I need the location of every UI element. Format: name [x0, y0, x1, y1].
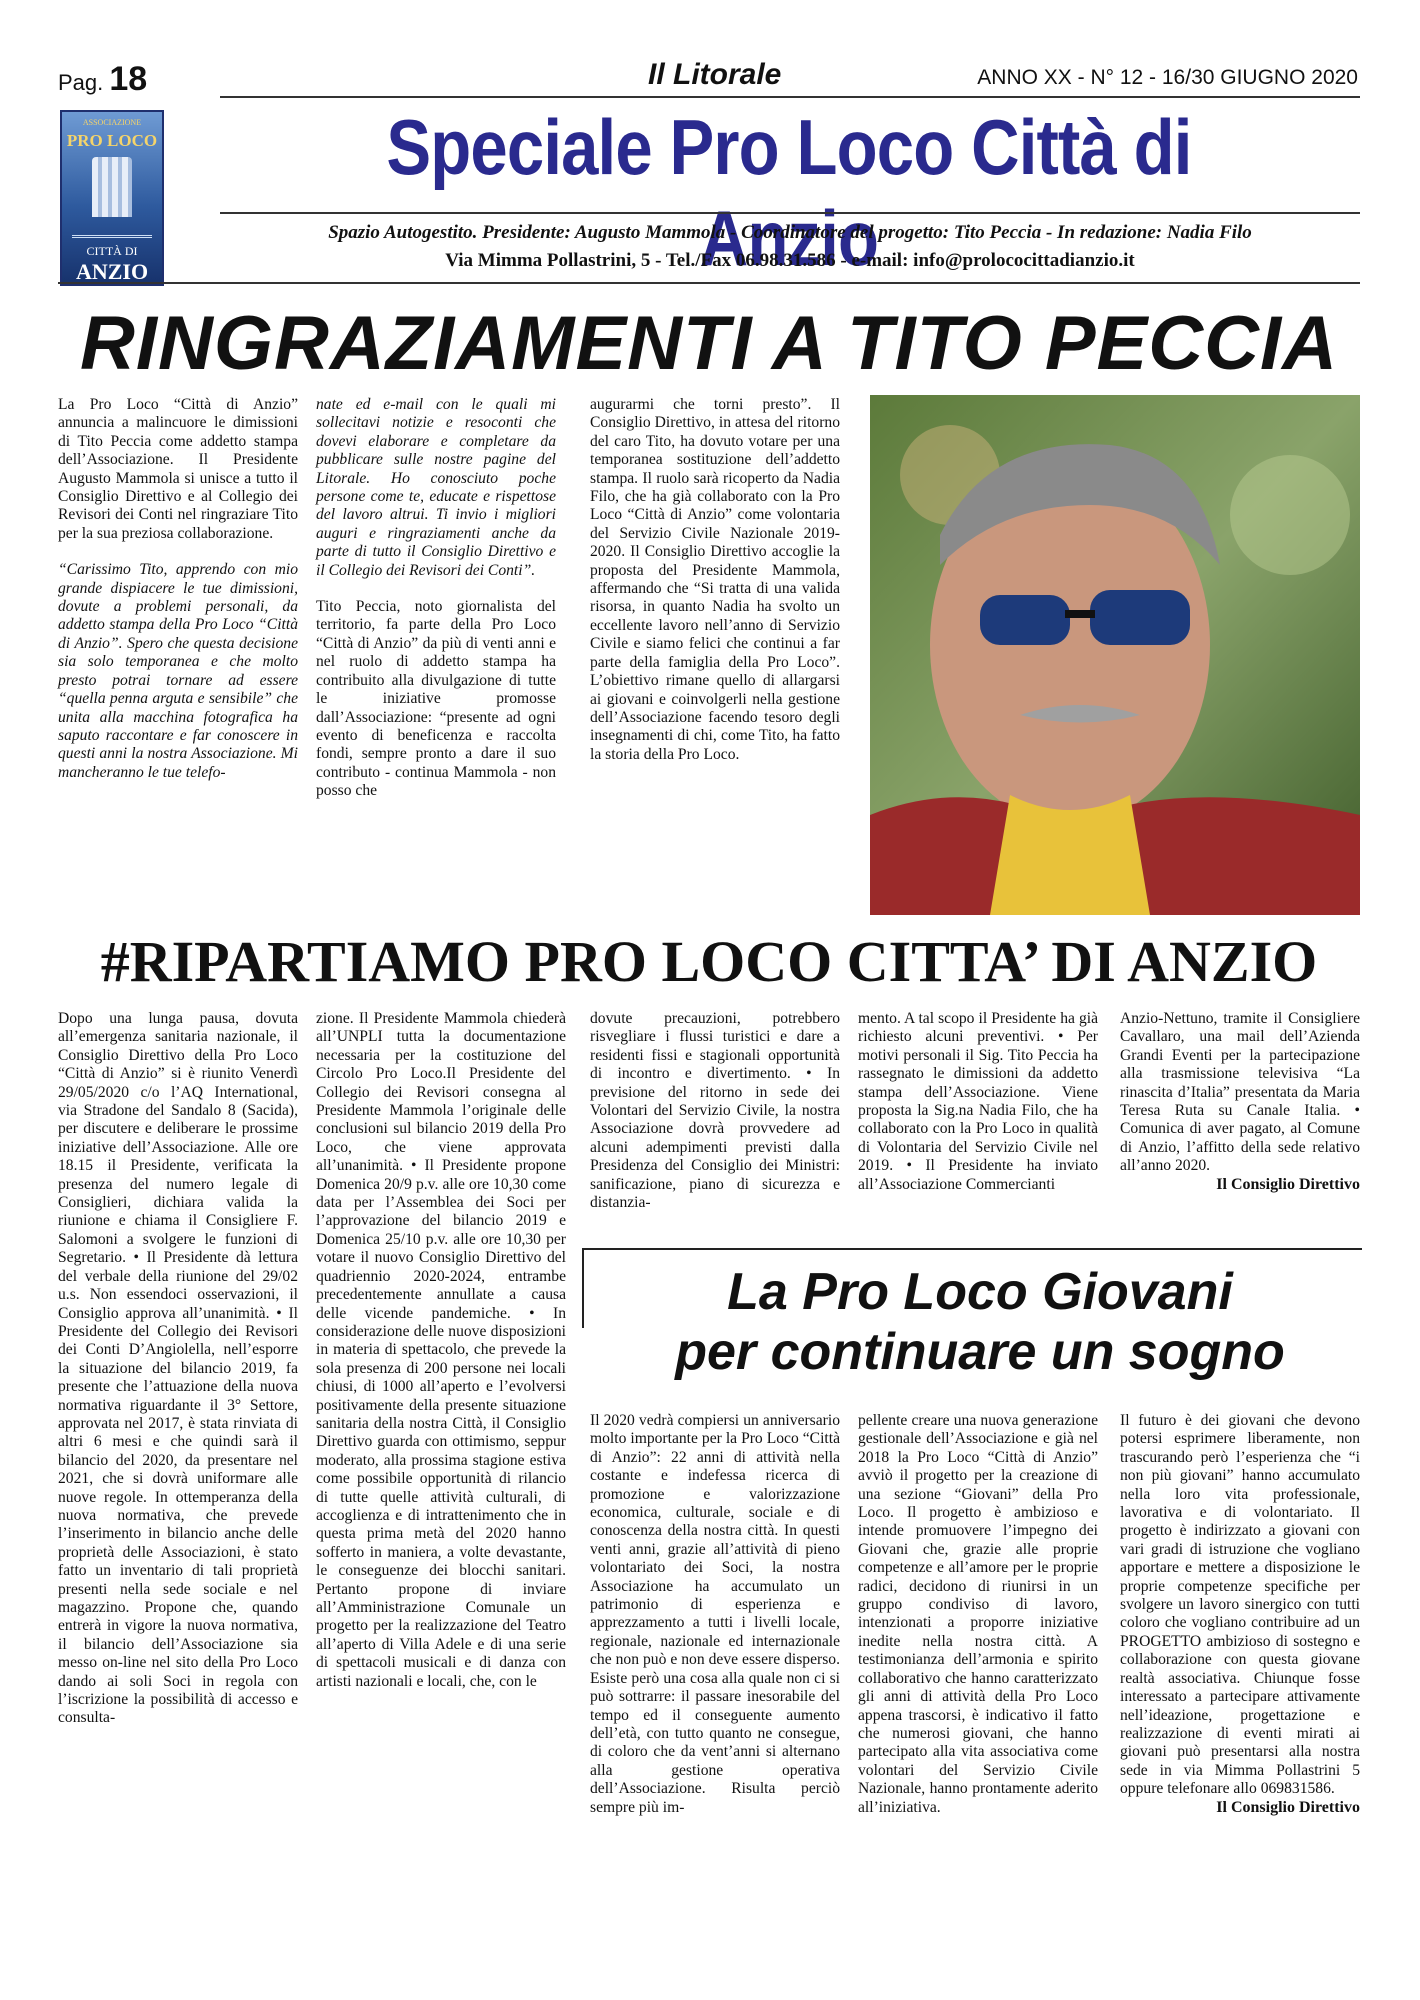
article2-column-4: mento. A tal scopo il Presidente ha già richiesto alcuni preventivi. • Per motivi personali il Sig. Tito Peccia ha rassegnato le dimissioni da addetto stampa dell’Associazione. Viene proposta la Sig.na Nadia Filo, che ha collaborato con la Pro Loco in qualità di Volontaria del Servizio Civile nel 2019. • Il Presidente ha inviato all’Associazione Commercianti — [858, 1010, 1098, 1193]
portrait-image — [870, 395, 1360, 915]
article2-signature: Il Consiglio Direttivo — [1216, 1175, 1360, 1193]
article2-headline: #RIPARTIAMO PRO LOCO CITTA’ DI ANZIO — [100, 929, 1318, 994]
article2-column-5 — [1120, 1010, 1360, 1194]
article2-col5-text: Anzio-Nettuno, tramite il Consigliere Cavallaro, una mail dell’Azienda Grandi Eventi per la partecipazione alla trasmissione televisiva “La rinascita d’Italia” presentata da Maria Teresa Ruta su Canale Italia. • Comunica di aver pagato, al Comune di Anzio, l’affitto della sede relativo all’anno 2020. — [1120, 1010, 1360, 1175]
paper-name: Il Litorale — [648, 58, 782, 91]
header-rule-top — [220, 96, 1360, 98]
masthead-credits: Spazio Autogestito. Presidente: Augusto Mammola - Coordinatore del progetto: Tito Peccia - In redazione: Nadia Filo — [328, 222, 1252, 243]
page-title: Speciale Pro Loco Città di Anzio — [386, 103, 1192, 282]
article1-col2-para2: Tito Peccia, noto giornalista del territorio, fa parte della Pro Loco “Città di Anzio” da più di venti anni e nel ruolo di addetto stampa ha contribuito alla divulgazione di tutte le iniziative promosse dall’Associazione: “presente ad ogni evento di beneficenza e raccolta fondi, sempre pronto a dare il suo contributo - continua Mammola - non posso che — [316, 598, 556, 800]
article1-column-3 — [590, 396, 840, 764]
article2-column-3: dovute precauzioni, potrebbero risvegliare i flussi turistici e dare a residenti fissi e stagionali opportunità di incontro e divertimento. • In previsione del ritorno in sede dei Volontari del Servizio Civile, la nostra Associazione dovrà provvedere ad alcuni adempimenti previsti dalla Presidenza del Consiglio dei Ministri: sanificazione, piano di sicurezza e distanzia- — [590, 1010, 840, 1212]
portrait-photo — [870, 395, 1360, 915]
logo-pro-loco: PRO LOCO — [66, 131, 158, 150]
article3-frame-left — [582, 1248, 584, 1328]
article3-column-1: Il 2020 vedrà compiersi un anniversario molto importante per la Pro Loco “Città di Anzio”: 22 anni di attività nella costante e indefessa ricerca di promozione e valorizzazione economica, culturale, sociale e di conoscenza della nostra città. In questi venti anni, grazie all’attività di pieno volontariato dei Soci, la nostra Associazione ha accumulato un patrimonio di esperienza e apprezzamento a tutti i livelli locale, regionale, nazionale ed internazionale che non può e non deve essere disperso. Esiste però una cosa alla quale non ci si può sottrarre: il passare inesorabile del tempo ed il conseguente aumento dell’età, con tutto quanto ne consegue, di coloro che da vent’anni si alternano alla gestione operativa dell’Associazione. Risulta perciò sempre più im- — [590, 1412, 840, 1816]
article3-column-3 — [1120, 1412, 1360, 1817]
logo-assoc: ASSOCIAZIONE — [82, 118, 142, 127]
article3-headline — [600, 1262, 1360, 1382]
article3-column-2: pellente creare una nuova generazione gestionale dell’Associazione e già nel 2018 la Pro Loco “Città di Anzio” avviò il progetto per la creazione di una sezione “Giovani” della Pro Loco. Il progetto è ambizioso e intende promuovere l’impegno dei Giovani che, grazie alle proprie competenze e all’amore per le proprie radici, decidono di riunirsi in un gruppo condiviso di lavoro, intenzionati a proporre iniziative inedite nella nostra città. A testimonianza dell’armonia e spirito collaborativo che hanno caratterizzato gli anni di attività della Pro Loco appena trascorsi, è indicativo il fatto che numerosi giovani, che hanno partecipato alla vita associativa come volontari del Servizio Civile Nazionale, hanno prontamente aderito all’iniziativa. — [858, 1412, 1098, 1816]
article1-headline: RINGRAZIAMENTI A TITO PECCIA — [79, 301, 1339, 386]
article3-signature: Il Consiglio Direttivo — [1216, 1798, 1360, 1816]
issue-info: ANNO XX - N° 12 - 16/30 GIUGNO 2020 — [977, 66, 1358, 89]
article2-column-1: Dopo una lunga pausa, dovuta all’emergenza sanitaria nazionale, il Consiglio Direttivo della Pro Loco “Città di Anzio” si è riunito Venerdì 29/05/2020 c/o l’AQ International, via Stradone del Sandalo 8 (Sacida), per discutere e deliberare le prossime iniziative dell’Associazione. Alle ore 18.15 il Presidente, verificata la presenza del numero legale di Consiglieri, dichiara valida la riunione e chiama il Consigliere F. Salomoni a svolgere le funzioni di Segretario. • Il Presidente dà lettura del verbale della riunione del 29/02 u.s. Non essendoci osservazioni, il Consiglio approva all’unanimità. • Il Presidente del Collegio dei Revisori dei Conti D’Angiolella, nell’esporre la situazione del bilancio 2019, fa presente che l’attuazione della nuova normativa riguardante il 3° Settore, approvata nel 2017, è stata rinviata di altri 6 mesi e che quindi sarà il bilancio del 2020, da presentare nel 2021, che si dovrà uniformare alle nuove regole. In ottemperanza della nuova normativa, che prevede l’inserimento in bilancio anche delle proprietà delle Associazioni, è stato fatto un inventario di tali proprietà presenti nella sede sociale e nel magazzino. Propone che, quando entrerà in vigore la nuova normativa, il bilancio dell’Associazione sia messo on-line nel sito della Pro Loco dando ai soli Soci in regola con l’iscrizione la possibilità di accesso e consulta- — [58, 1010, 298, 1727]
article3-headline-line2: per continuare un sogno — [675, 1323, 1285, 1381]
column-icon — [92, 157, 132, 217]
page-label-text: Pag. — [58, 70, 104, 95]
logo-citta: CITTÀ DI — [86, 244, 138, 258]
page-number: 18 — [109, 60, 148, 98]
article3-col3-text: Il futuro è dei giovani che devono potersi esprimere liberamente, non trascurando però l’esperienza che “i non più giovani” hanno accumulato nella loro vita professionale, lavorativa e di volontariato. Il progetto è indirizzato a giovani con vari gradi di istruzione che vogliano apportare e mettere a disposizione le proprie competenze specifiche per svolgere un lavoro sinergico con tutti coloro che vogliano contribuire ad un PROGETTO ambizioso di sostegno e collaborazione con questa giovane realtà associativa. Chiunque fosse interessato a partecipare attivamente nell’ideazione, progettazione e realizzazione di eventi mirati ai giovani può presentarsi alla nostra sede in via Mimma Pollastrini 5 oppure telefonare allo 069831586. — [1120, 1412, 1360, 1798]
page-label — [58, 60, 147, 99]
article1-col1-para1: La Pro Loco “Città di Anzio” annuncia a malincuore le dimissioni di Tito Peccia come addetto stampa dell’Associazione. Il Presidente Augusto Mammola si unisce a tutto il Consiglio Direttivo e al Collegio dei Revisori dei Conti nel ringraziare Tito per la sua preziosa collaborazione. — [58, 396, 298, 542]
article1-column-2 — [316, 396, 556, 801]
article1-col1-para2: “Carissimo Tito, apprendo con mio grande dispiacere le tue dimissioni, dovute a problemi personali, da addetto stampa della Pro Loco “Città di Anzio”. Spero che questa decisione sia solo temporanea e che molto presto potrai tornare ad essere “quella penna arguta e sensibile” che unita alla macchina fotografica ha saputo raccontare e far conoscere in questi anni la nostra Associazione. Mi mancheranno le tue telefo- — [58, 561, 298, 781]
header-rule-bottom — [58, 282, 1360, 284]
logo-anzio: ANZIO — [75, 259, 149, 284]
article2-column-2: zione. Il Presidente Mammola chiederà all’UNPLI tutta la documentazione necessaria per la costituzione del Circolo Pro Loco.Il Presidente del Collegio dei Revisori consegna al Presidente Mammola l’originale delle conclusioni sul bilancio 2019 della Pro Loco, che viene approvata all’unanimità. • Il Presidente propone Domenica 20/9 p.v. alle ore 10,30 come data per l’Assemblea dei Soci per l’approvazione del bilancio 2019 e Domenica 25/10 p.v. alle ore 10,30 per votare il nuovo Consiglio Direttivo del quadriennio 2020-2024, entrambe precedentemente annullate a causa delle vicende pandemiche. • In considerazione delle nuove disposizioni in materia di spettacolo, che prevede la sola presenza di 200 persone nei locali chiusi, di 1000 all’aperto e l’evolversi positivamente della presente situazione sanitaria della nostra Città, il Consiglio Direttivo guarda con ottimismo, seppur moderato, alla prossima stagione estiva come possibile opportunità di rilancio di tutte quelle attività culturali, di accoglienza e di intrattenimento che in questa prima metà del 2020 hanno sofferto in maniera, a volte devastante, le conseguenze dei blocchi sanitari. Pertanto propone di inviare all’Amministrazione Comunale un progetto per la realizzazione del Teatro all’aperto di Villa Adele e di una serie di spettacoli musicali e di danza con artisti nazionali e locali, che, con le — [316, 1010, 566, 1690]
article1-col3-para1: augurarmi che torni presto”. Il Consiglio Direttivo, in attesa del ritorno del caro Tito, ha dovuto votare per una temporanea sostituzione dell’addetto stampa. Il ruolo sarà ricoperto da Nadia Filo, che ha già collaborato con la Pro Loco “Città di Anzio” come volontaria del Servizio Civile Nazionale 2019-2020. Il Consiglio Direttivo accoglie la proposta del Presidente Mammola, affermando che “Si tratta di una valida risorsa, in quanto Nadia ha svolto un eccellente lavoro nell’anno di Servizio Civile e siamo felici che continui a far parte della famiglia della Pro Loco”. L’obiettivo rimane quello di allargarsi ai giovani e coinvolgerli nella gestione dell’Associazione facendo tesoro degli insegnamenti di chi, come Tito, ha fatto la storia della Pro Loco. — [590, 396, 840, 763]
wave-icon — [72, 221, 152, 238]
article1-column-1 — [58, 396, 298, 782]
pro-loco-logo — [60, 110, 164, 286]
article3-frame-top — [582, 1248, 1362, 1250]
article3-headline-line1: La Pro Loco Giovani — [727, 1263, 1233, 1321]
header-rule-mid — [220, 212, 1360, 214]
article1-col2-para1: nate ed e-mail con le quali mi sollecitavi notizie e resoconti che dovevi elaborare e completare da pubblicare sulle nostre pagine del Litorale. Ho conosciuto poche persone come te, educate e rispettose del lavoro altrui. Ti invio i migliori auguri e ringraziamenti anche da parte di tutto il Consiglio Direttivo e il Collegio dei Revisori dei Conti”. — [316, 396, 556, 579]
masthead-contact: Via Mimma Pollastrini, 5 - Tel./Fax 06.98.31.586 - e-mail: info@prolococittadianzio.it — [445, 250, 1135, 271]
